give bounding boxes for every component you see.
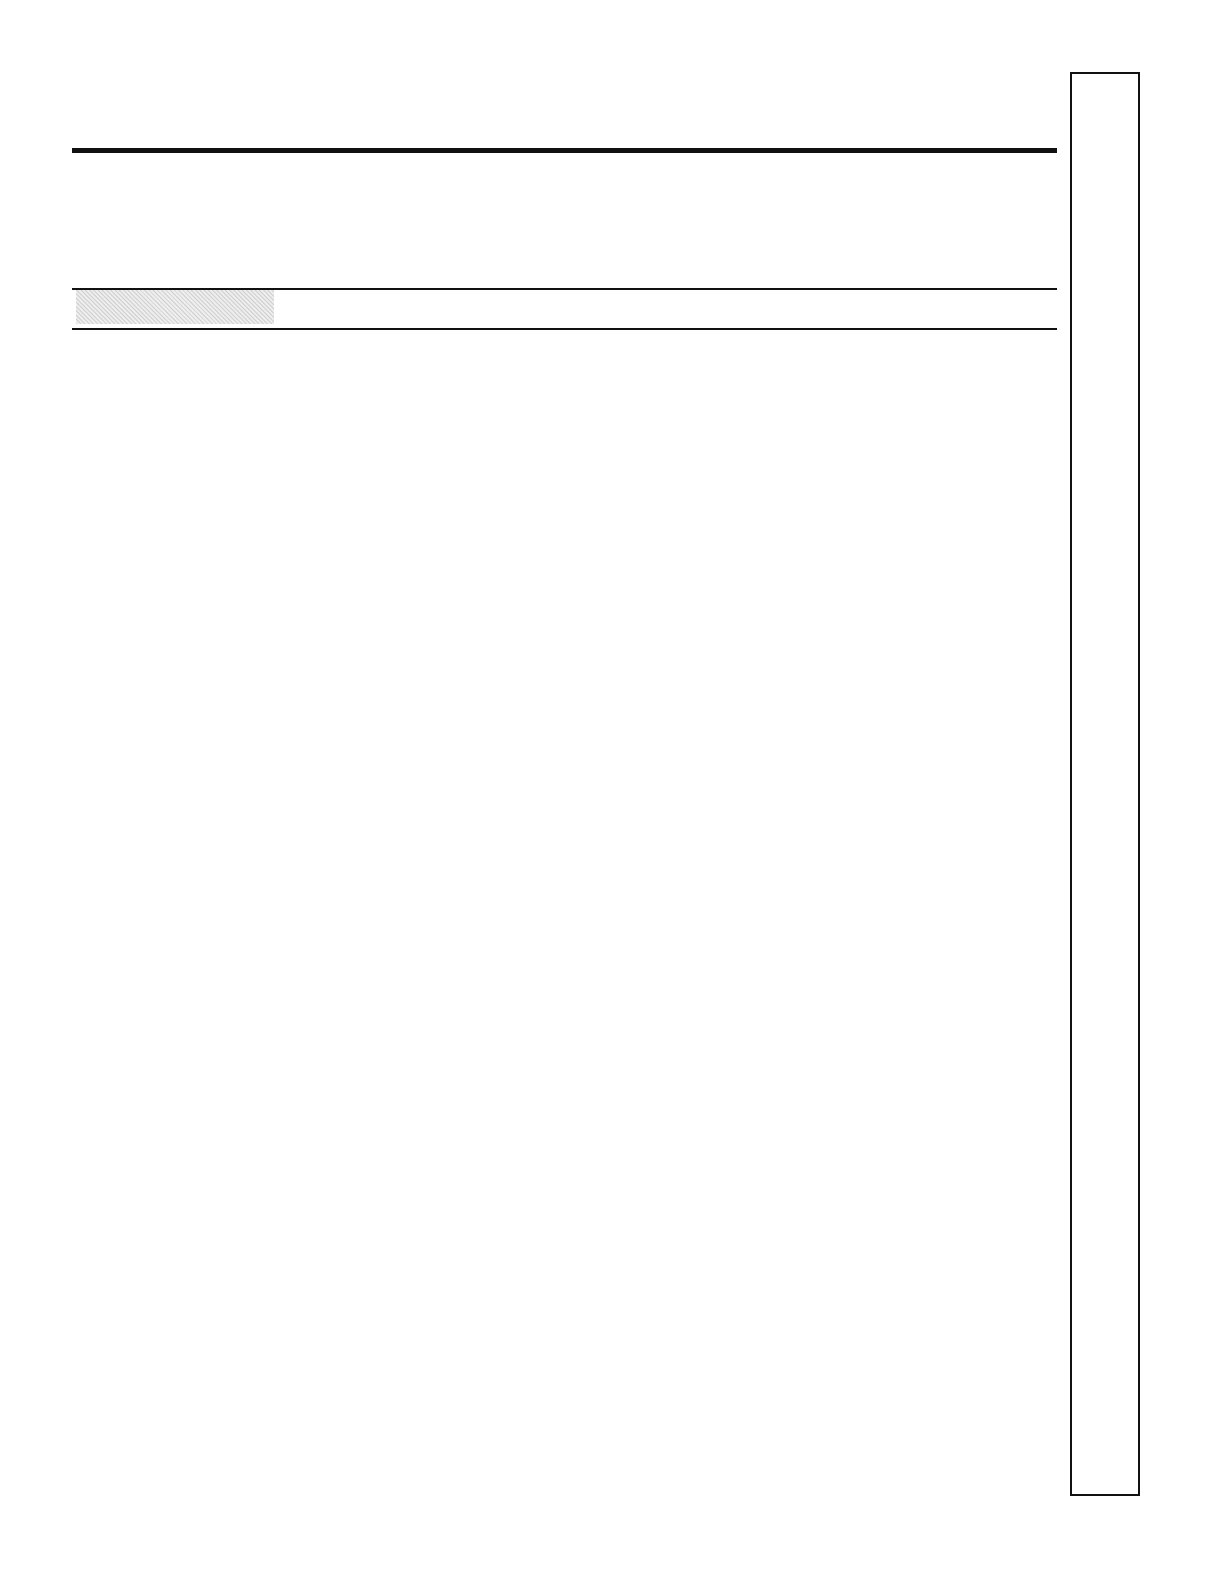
header-rule	[72, 148, 1057, 153]
section-tabs	[1070, 72, 1140, 1496]
troubleshooting-table	[72, 288, 1057, 330]
table-header	[72, 290, 1057, 330]
problem-header	[76, 290, 274, 324]
